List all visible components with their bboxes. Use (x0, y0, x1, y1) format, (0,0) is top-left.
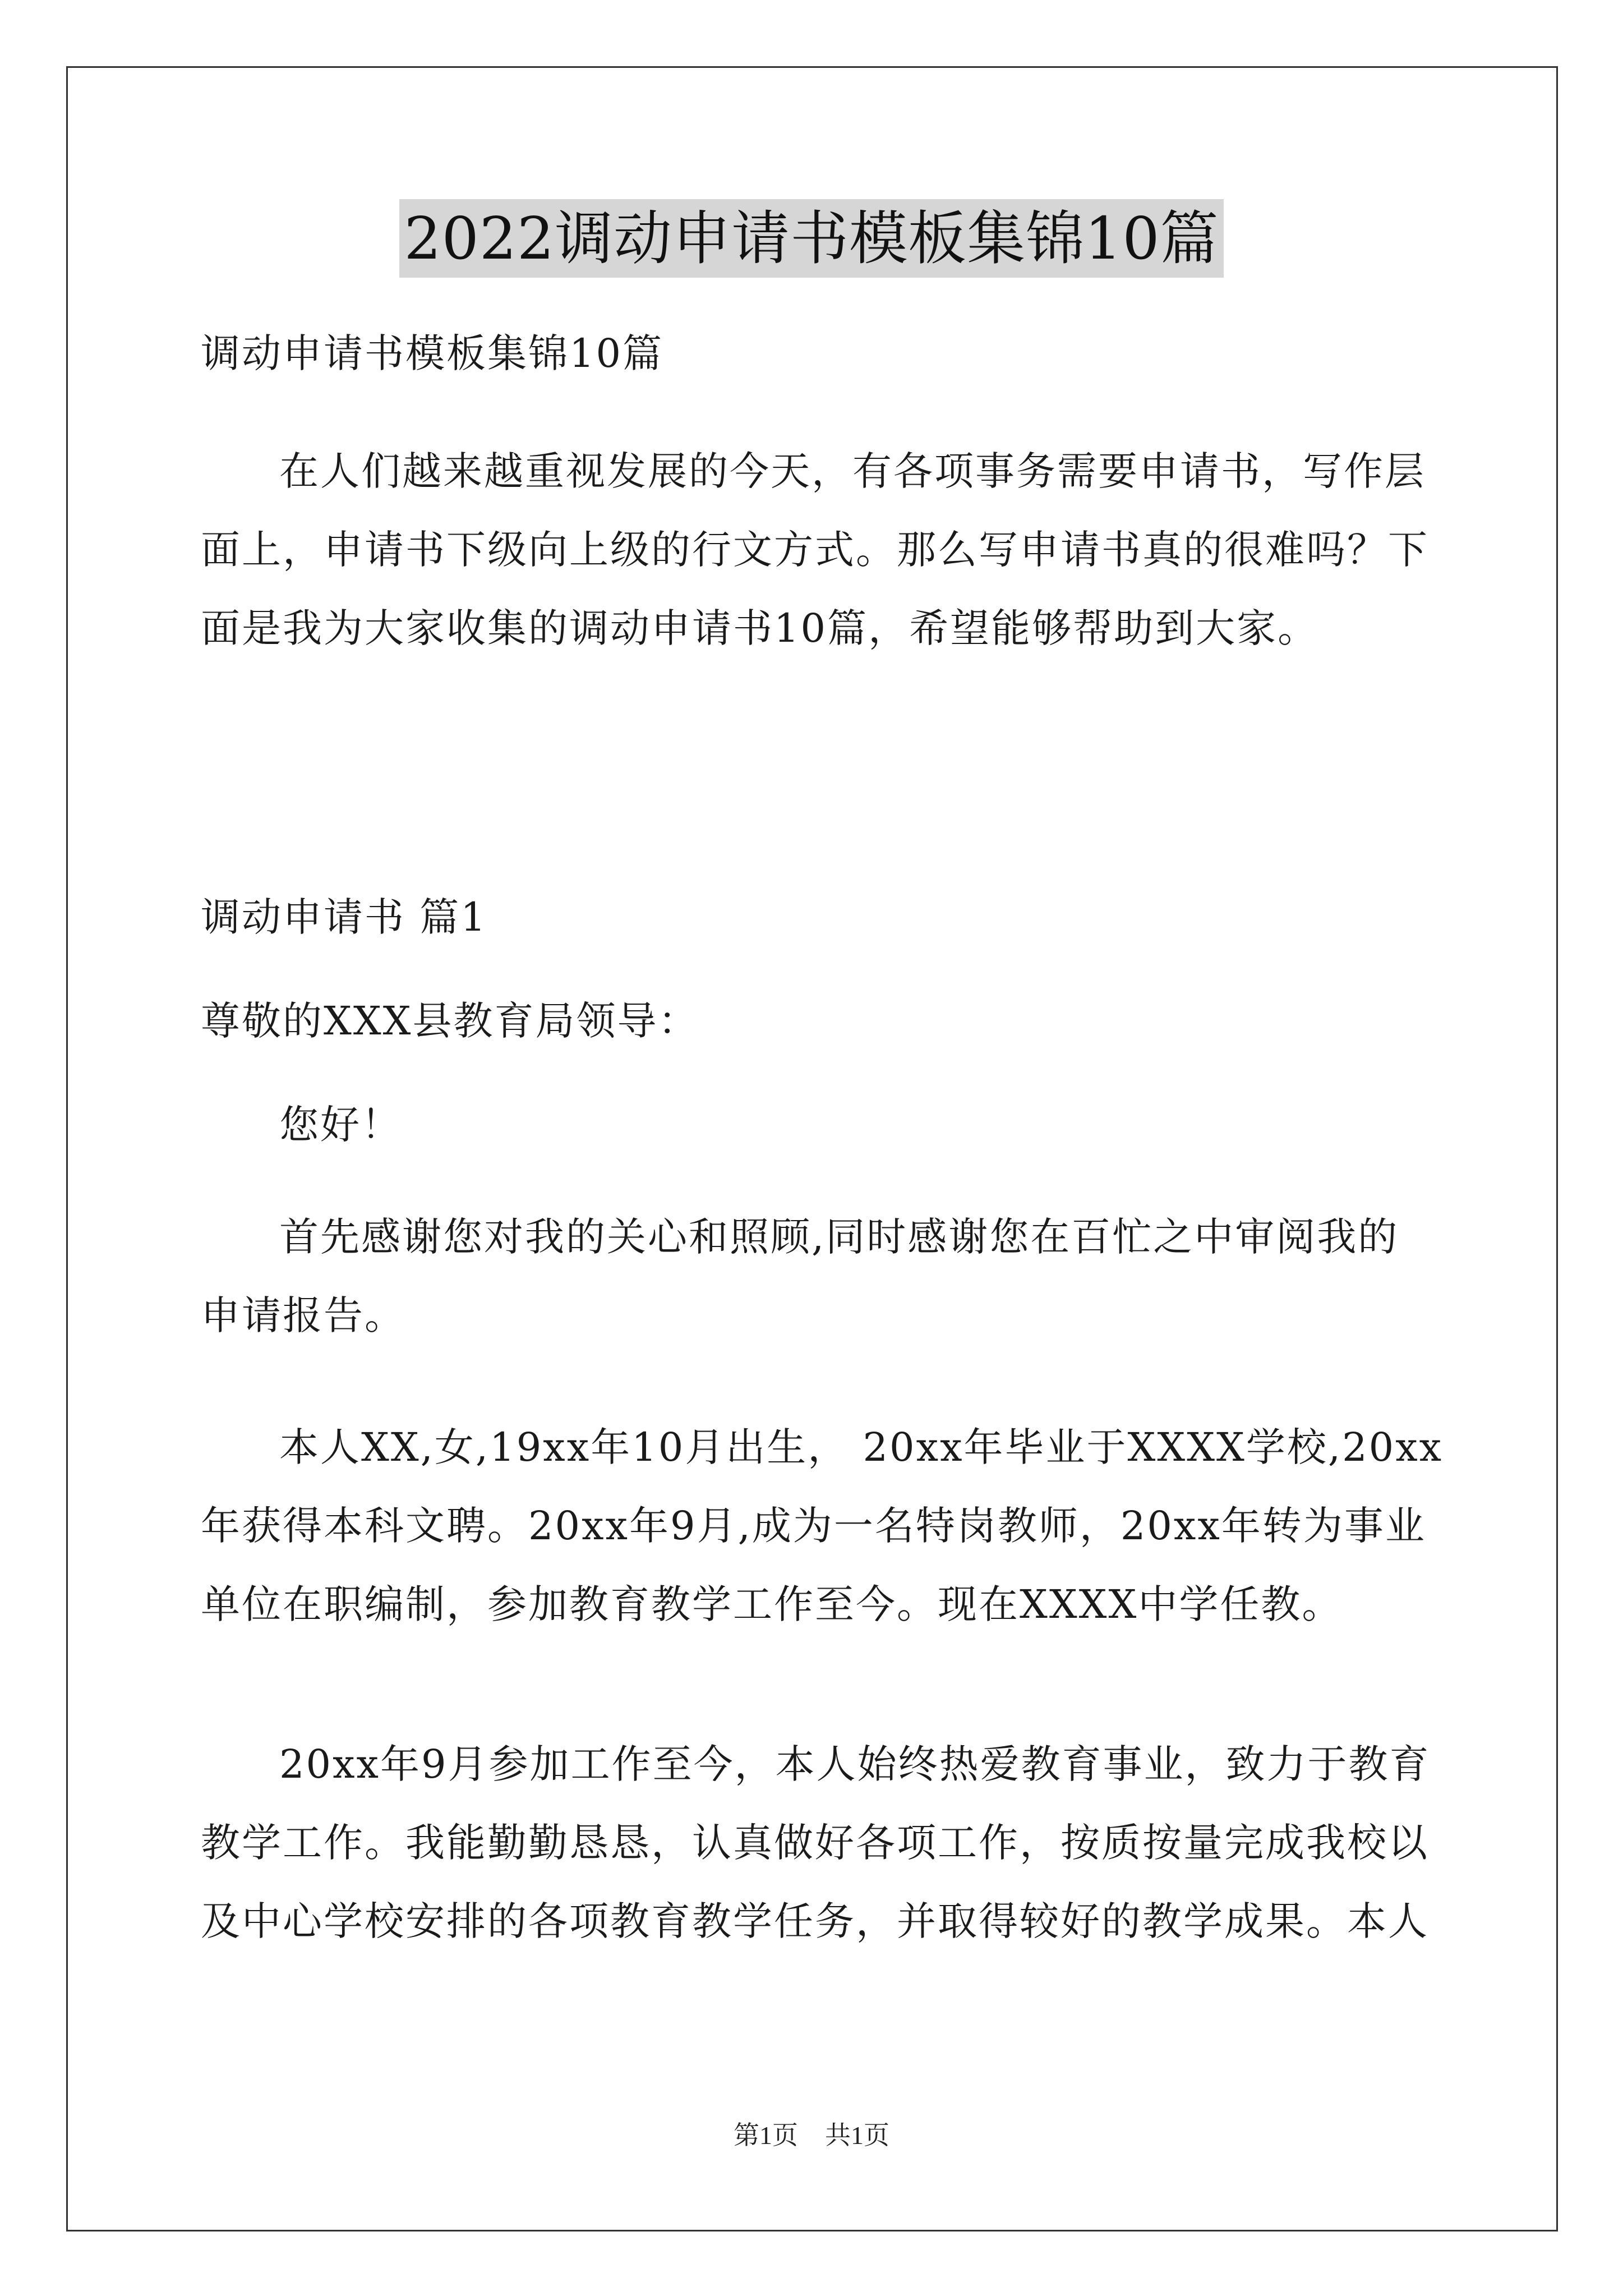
intro-line: 面是我为大家收集的调动申请书10篇，希望能够帮助到大家。 (201, 605, 1319, 651)
title-container (0, 199, 1623, 278)
salutation: 尊敬的XXX县教育局领导： (201, 998, 699, 1044)
document-title: 2022调动申请书模板集锦10篇 (399, 199, 1223, 278)
paragraph-line: 单位在职编制，参加教育教学工作至今。现在XXXX中学任教。 (201, 1581, 1343, 1627)
intro-line: 面上，申请书下级向上级的行文方式。那么写申请书真的很难吗？下 (201, 527, 1429, 573)
paragraph-line: 申请报告。 (201, 1292, 405, 1338)
paragraph-line: 及中心学校安排的各项教育教学任务，并取得较好的教学成果。本人 (201, 1898, 1429, 1944)
page-number-current: 第1页 (734, 2121, 798, 2150)
page-number-total: 共1页 (825, 2121, 889, 2150)
subtitle: 调动申请书模板集锦10篇 (201, 330, 664, 376)
intro-paragraph (201, 432, 1429, 668)
paragraph-line: 年获得本科文聘。20xx年9月,成为一名特岗教师，20xx年转为事业 (201, 1503, 1426, 1549)
intro-line: 在人们越来越重视发展的今天，有各项事务需要申请书，写作层 (279, 448, 1426, 494)
paragraph-line: 本人XX,女,19xx年10月出生， 20xx年毕业于XXXX学校,20xx (279, 1424, 1444, 1470)
paragraph-line: 首先感谢您对我的关心和照顾,同时感谢您在百忙之中审阅我的 (279, 1214, 1399, 1260)
section-1 (201, 878, 1423, 1164)
paragraph-2 (201, 1408, 1444, 1644)
document-body (201, 314, 1423, 393)
paragraph-line: 教学工作。我能勤勤恳恳，认真做好各项工作，按质按量完成我校以 (201, 1820, 1429, 1866)
section-heading: 调动申请书 篇1 (201, 894, 487, 940)
paragraph-3 (201, 1725, 1431, 1961)
paragraph-1 (201, 1198, 1423, 1355)
greeting: 您好！ (279, 1102, 402, 1148)
page-footer (0, 2115, 1623, 2152)
paragraph-line: 20xx年9月参加工作至今，本人始终热爱教育事业，致力于教育 (279, 1741, 1431, 1787)
